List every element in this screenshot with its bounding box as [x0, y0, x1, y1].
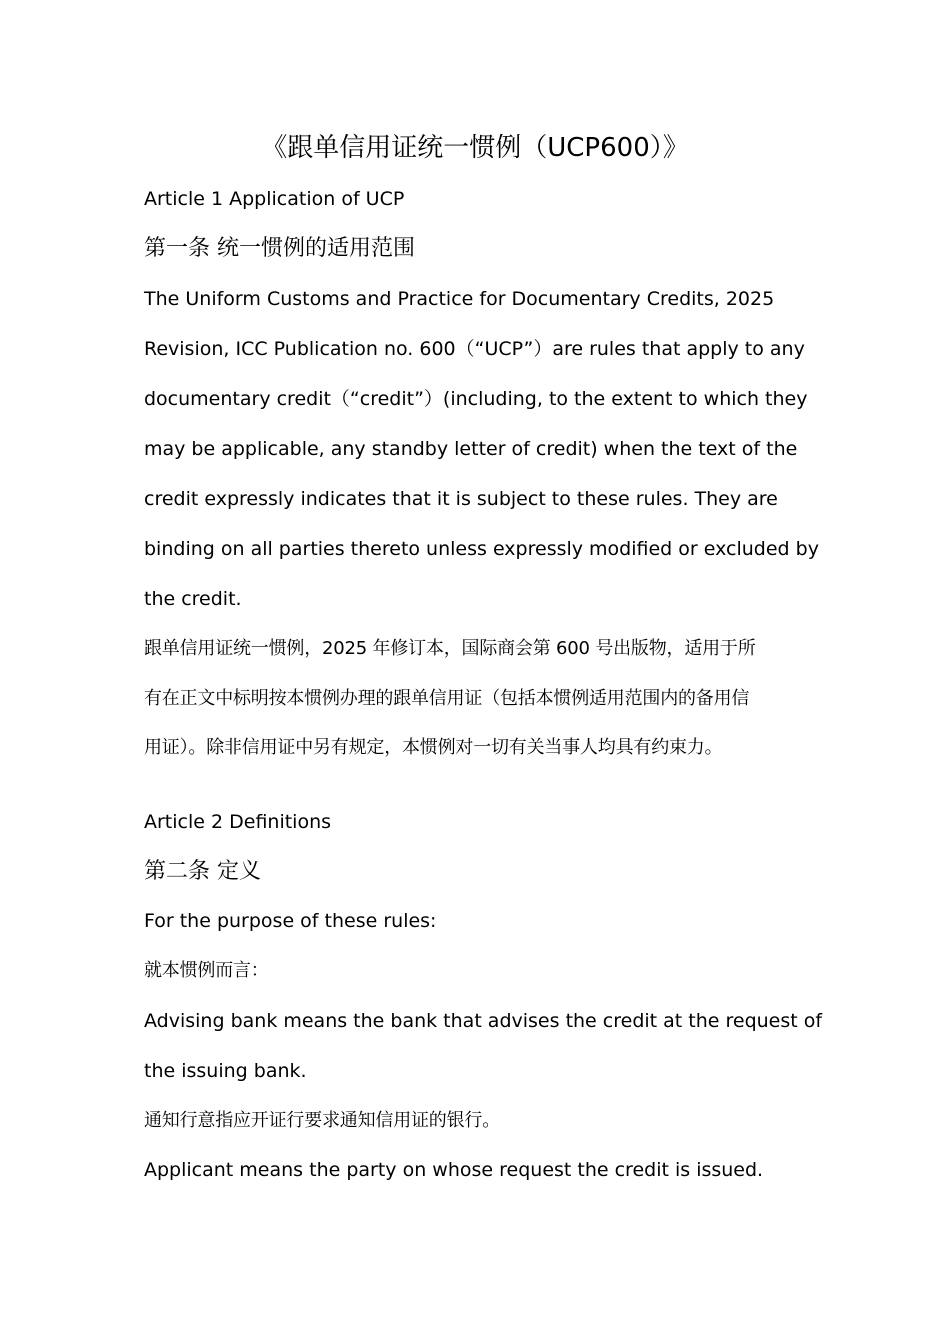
article-1-body-en-line: binding on all parties thereto unless expressly modified or excluded by [144, 538, 819, 560]
advising-bank-definition-en-line: the issuing bank. [144, 1060, 307, 1082]
article-2-heading-zh: 第二条 定义 [144, 859, 261, 884]
article-2-intro-zh: 就本惯例而言： [144, 960, 269, 981]
advising-bank-definition-en-line: Advising bank means the bank that advises the credit at the request of [144, 1010, 823, 1032]
article-1-heading-en: Article 1 Application of UCP [144, 188, 405, 210]
article-1-heading-zh: 第一条 统一惯例的适用范围 [144, 236, 415, 261]
applicant-definition-en: Applicant means the party on whose request the credit is issued. [144, 1159, 764, 1181]
article-1-body-zh-line: 用证）。除非信用证中另有规定，本惯例对一切有关当事人均具有约束力。 [144, 737, 723, 758]
article-1-body-zh-line: 有在正文中标明按本惯例办理的跟单信用证（包括本惯例适用范围内的备用信 [144, 688, 750, 709]
article-2-intro-en: For the purpose of these rules: [144, 910, 437, 932]
article-1-body-en-line: credit expressly indicates that it is subject to these rules. They are [144, 488, 778, 510]
article-1-body-en-line: may be applicable, any standby letter of credit) when the text of the [144, 438, 798, 460]
article-1-body-en-line: documentary credit（“credit”）(including, to the extent to which they [144, 388, 808, 410]
article-1-body-zh-line: 跟单信用证统一惯例，2025 年修订本，国际商会第 600 号出版物，适用于所 [144, 638, 756, 659]
article-1-body-en-line: Revision, ICC Publication no. 600（“UCP”）are rules that apply to any [144, 338, 805, 360]
document-title: 《跟单信用证统一惯例（UCP600）》 [261, 133, 689, 163]
article-2-heading-en: Article 2 Definitions [144, 811, 332, 833]
article-1-body-en-line: The Uniform Customs and Practice for Documentary Credits, 2025 [144, 288, 775, 310]
article-1-body-en-line: the credit. [144, 588, 242, 610]
advising-bank-definition-zh: 通知行意指应开证行要求通知信用证的银行。 [144, 1110, 500, 1131]
